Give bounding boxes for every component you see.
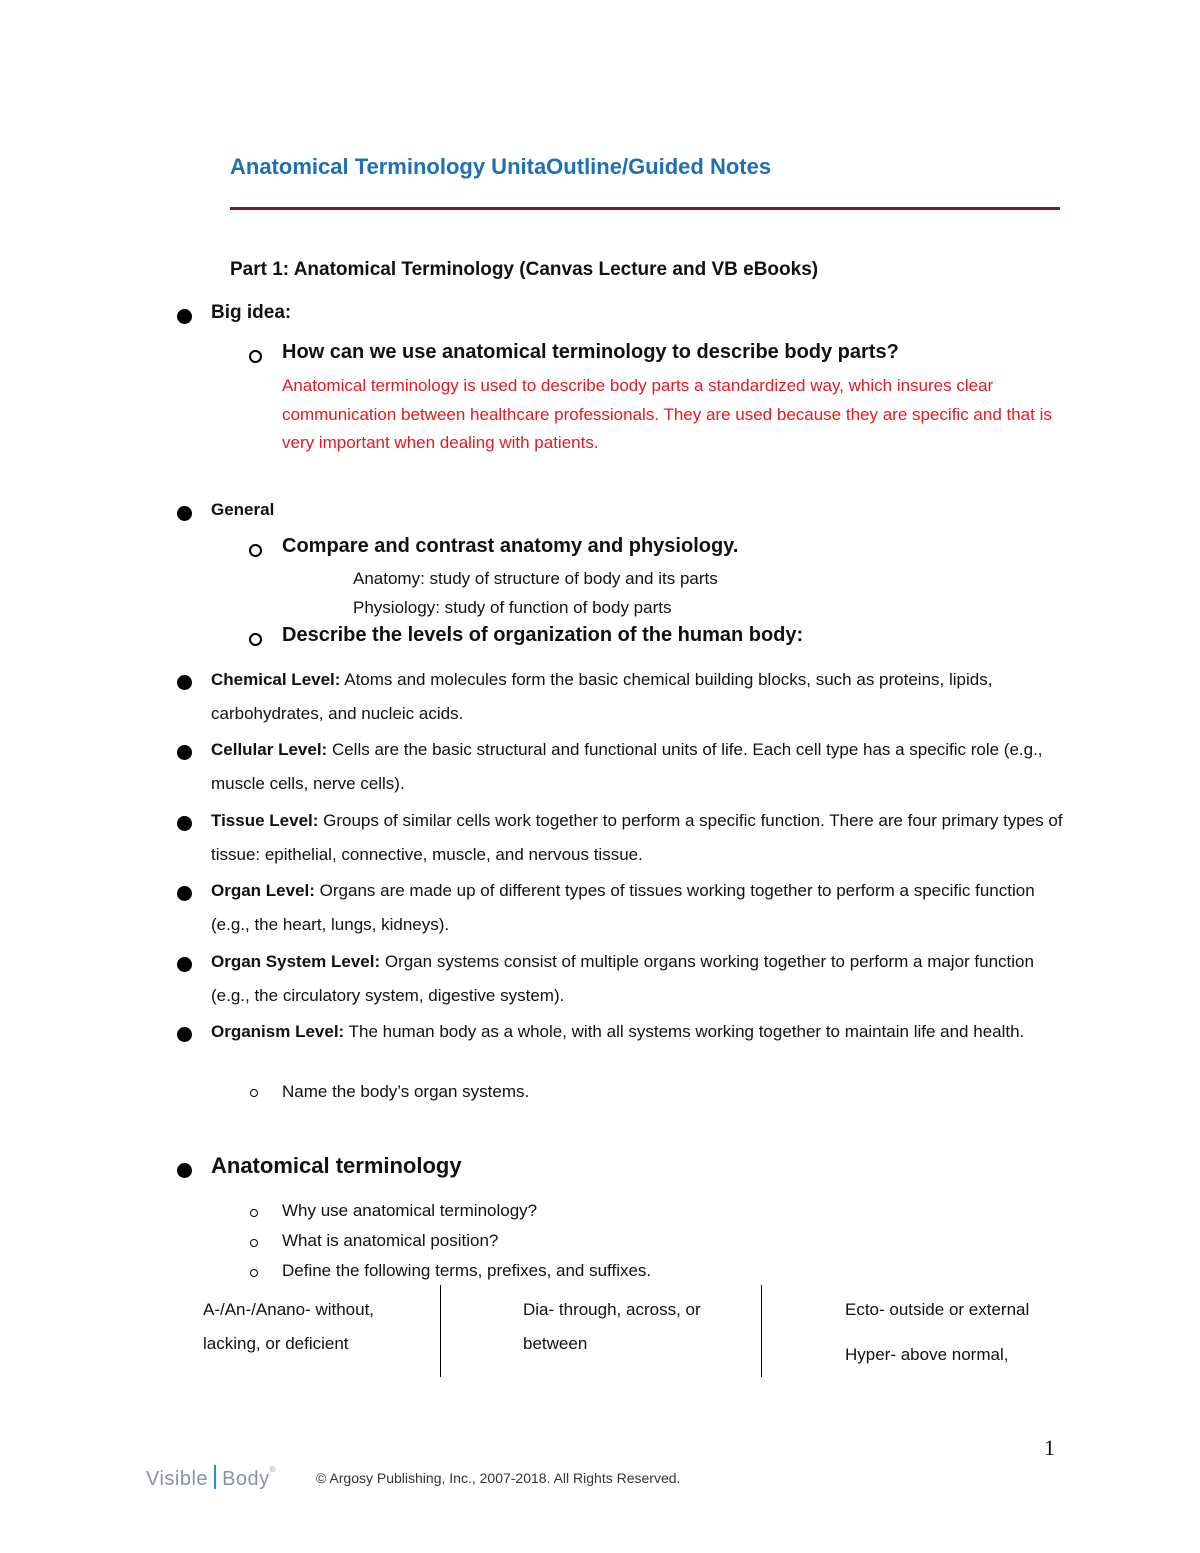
bullet-icon [177,675,192,690]
level-term: Organism Level: [211,1022,345,1041]
circle-bullet-icon [249,350,262,363]
term-cell: A-/An-/Anano- without, lacking, or deficient [203,1300,375,1353]
level-term: Cellular Level: [211,740,328,759]
anatomy-definition: Anatomy: study of structure of body and its parts [353,569,718,588]
table-divider [440,1285,441,1377]
circle-bullet-icon [250,1089,258,1097]
level-item [211,804,1071,872]
term-cell: Ecto- outside or external [845,1300,1030,1319]
table-divider [761,1285,762,1377]
logo-staff-icon [214,1465,216,1489]
terminology-question: What is anatomical position? [282,1231,499,1250]
terminology-question: Why use anatomical terminology? [282,1201,538,1220]
level-text: Atoms and molecules form the basic chemical building blocks, such as proteins, lipids, carbohydrates, and nucleic acids. [211,670,993,723]
title-divider [230,207,1060,210]
big-idea-question: How can we use anatomical terminology to describe body parts? [282,341,899,363]
circle-bullet-icon [250,1239,258,1247]
bullet-icon [177,957,192,972]
circle-bullet-icon [249,544,262,557]
level-item [211,945,1071,1013]
big-idea-label: Big idea: [211,302,292,323]
part-heading: Part 1: Anatomical Terminology (Canvas Lecture and VB eBooks) [230,259,819,280]
level-term: Organ Level: [211,881,315,900]
general-label: General [211,500,275,519]
bullet-icon [177,309,192,324]
physiology-definition: Physiology: study of function of body parts [353,598,672,617]
term-cell: Dia- through, across, or between [523,1300,701,1353]
bullet-icon [177,745,192,760]
logo-text-left: Visible [146,1468,209,1490]
bullet-icon [177,816,192,831]
document-title: Anatomical Terminology UnitaOutline/Guided Notes [230,154,772,179]
circle-bullet-icon [249,633,262,646]
bullet-icon [177,1027,192,1042]
level-text: Groups of similar cells work together to perform a specific function. There are four primary types of tissue: epithelial, connective, muscle, and nervous tissue. [211,811,1063,864]
term-cell: Hyper- above normal, [845,1345,1009,1364]
level-item [211,874,1071,942]
bullet-icon [177,506,192,521]
page-number: 1 [1044,1435,1055,1460]
level-text: Cells are the basic structural and functional units of life. Each cell type has a specific role (e.g., muscle cells, nerve cells). [211,740,1043,793]
circle-bullet-icon [250,1209,258,1217]
name-organ-systems: Name the body’s organ systems. [282,1082,530,1101]
level-term: Tissue Level: [211,811,319,830]
logo-text-right: Body [222,1468,270,1490]
levels-heading: Describe the levels of organization of the human body: [282,624,804,646]
terminology-question: Define the following terms, prefixes, and suffixes. [282,1261,652,1280]
level-text: Organ systems consist of multiple organs working together to perform a major function (e.g., the circulatory system, digestive system). [211,952,1034,1005]
level-item [211,663,1071,731]
registered-mark: ® [269,1465,277,1474]
level-text: The human body as a whole, with all systems working together to maintain life and health. [344,1022,1025,1041]
circle-bullet-icon [250,1269,258,1277]
level-term: Organ System Level: [211,952,381,971]
level-item [211,1015,1071,1049]
level-text: Organs are made up of different types of tissues working together to perform a specific function (e.g., the heart, lungs, kidneys). [211,881,1035,934]
visible-body-logo [146,1465,276,1491]
bullet-icon [177,886,192,901]
copyright-notice: © Argosy Publishing, Inc., 2007-2018. All Rights Reserved. [316,1470,681,1486]
bullet-icon [177,1163,192,1178]
level-item [211,733,1071,801]
anatomical-terminology-heading: Anatomical terminology [211,1153,462,1178]
big-idea-answer: Anatomical terminology is used to describe body parts a standardized way, which insures clear communication between healthcare professionals. They are used because they are specific and that is very important when dealing with patients. [282,376,1052,452]
level-term: Chemical Level: [211,670,341,689]
compare-heading: Compare and contrast anatomy and physiology. [282,535,739,557]
